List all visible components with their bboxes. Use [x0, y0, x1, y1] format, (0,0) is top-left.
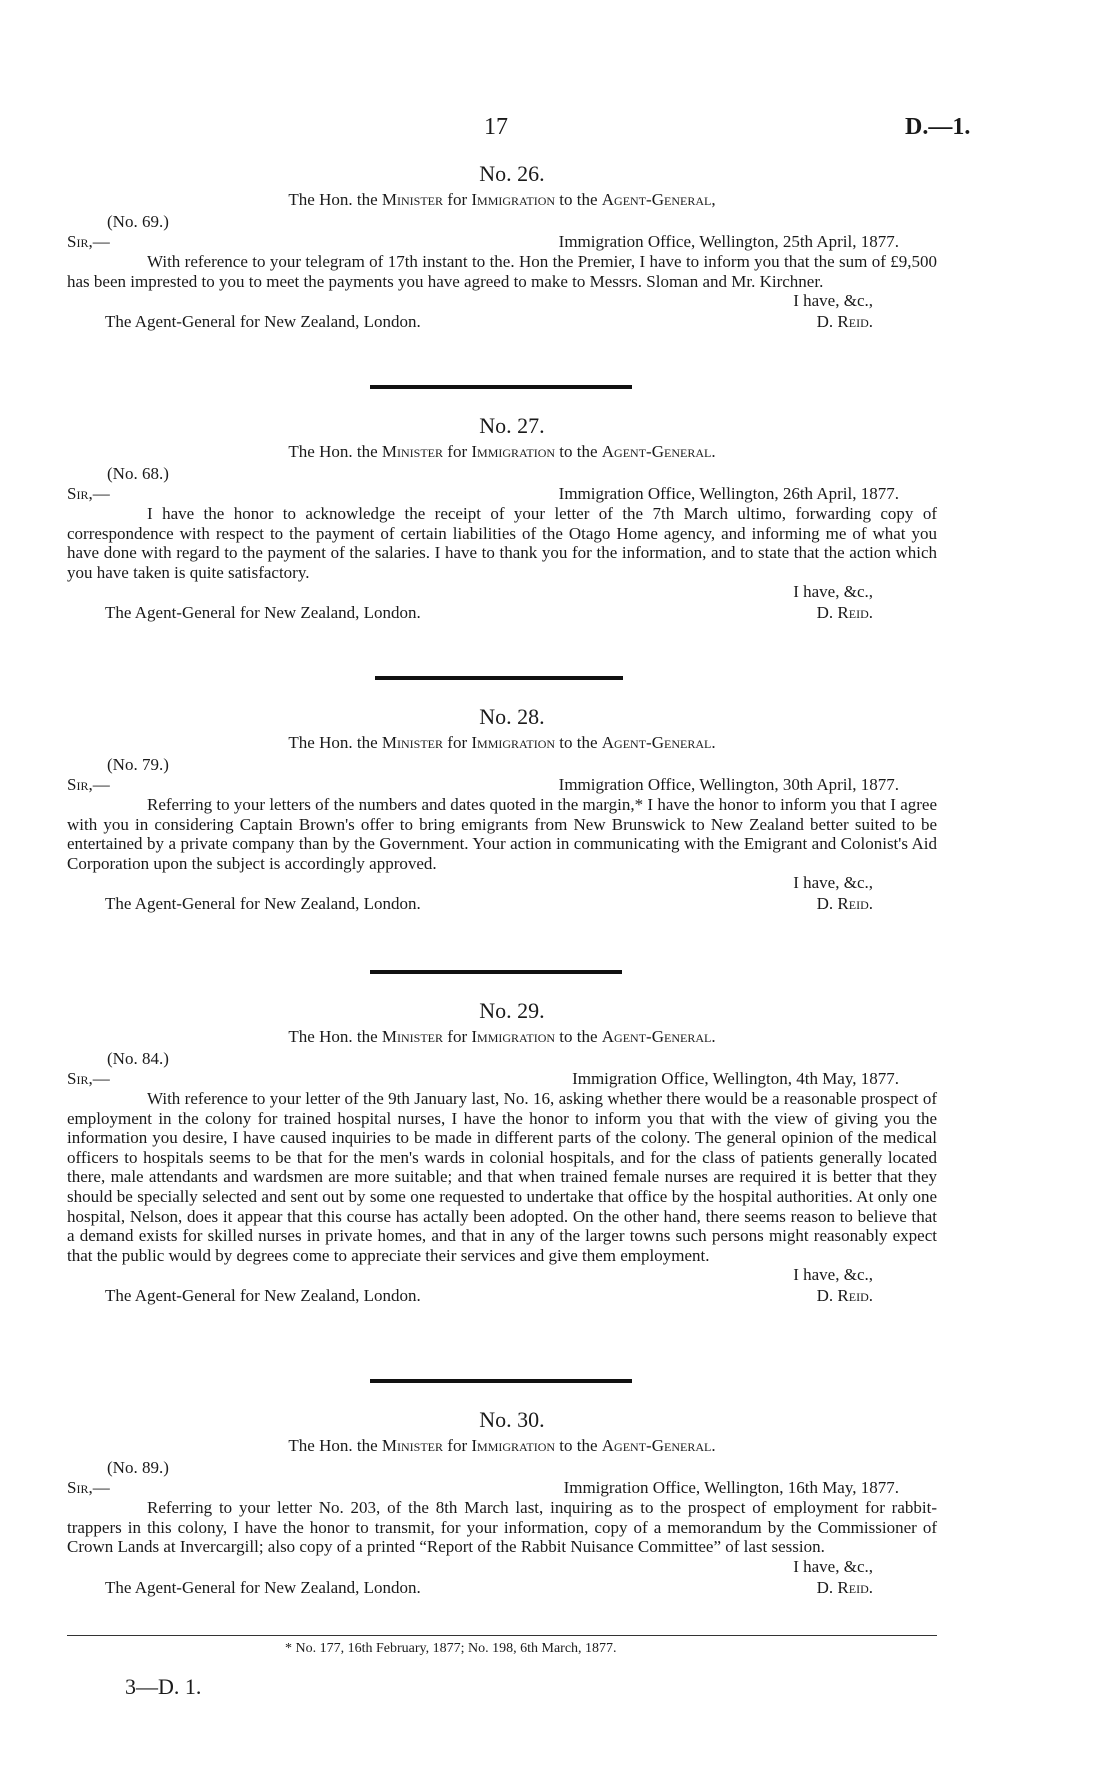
letter-heading: The Hon. the Minister for Immigration to the Agent-General.: [288, 1027, 716, 1046]
letter-heading: The Hon. the Minister for Immigration to the Agent-General,: [288, 190, 716, 209]
addressee: The Agent-General for New Zealand, London.: [105, 894, 421, 914]
page-number: 17: [484, 114, 508, 140]
letter-no-29: [67, 997, 937, 1307]
section-divider: [370, 1379, 632, 1383]
letter-title: No. 27.: [479, 413, 545, 438]
letter-no-26: [67, 160, 937, 333]
document-reference: D.—1.: [905, 114, 971, 140]
letter-no-27: [67, 412, 937, 624]
footnote: * No. 177, 16th February, 1877; No. 198, 6th March, 1877.: [285, 1641, 617, 1656]
section-divider: [370, 385, 632, 389]
closing: I have, &c.,: [793, 1556, 873, 1576]
addressee: The Agent-General for New Zealand, London.: [105, 1286, 421, 1306]
letter-reference-number: (No. 89.): [107, 1458, 169, 1477]
signature: D. Reid.: [816, 603, 873, 623]
letter-body: With reference to your telegram of 17th instant to the. Hon the Premier, I have to inform you that the sum of £9,500 has been imprested to you to meet the payments you have agreed to make to Messrs. Sloman and Mr. Kirchner.: [67, 252, 937, 291]
letter-heading: The Hon. the Minister for Immigration to the Agent-General.: [288, 442, 716, 461]
signature: D. Reid.: [816, 894, 873, 914]
letter-reference-number: (No. 79.): [107, 755, 169, 774]
signature: D. Reid.: [816, 1286, 873, 1306]
letter-title: No. 30.: [479, 1407, 545, 1432]
salutation: Sir,—: [67, 232, 110, 251]
salutation: Sir,—: [67, 1478, 110, 1497]
office-date: Immigration Office, Wellington, 16th May, 1877.: [563, 1478, 899, 1497]
letter-reference-number: (No. 68.): [107, 464, 169, 483]
letter-no-30: [67, 1406, 937, 1599]
letter-title: No. 28.: [479, 704, 545, 729]
letter-reference-number: (No. 84.): [107, 1049, 169, 1068]
addressee: The Agent-General for New Zealand, London.: [105, 1577, 421, 1597]
salutation: Sir,—: [67, 775, 110, 794]
office-date: Immigration Office, Wellington, 26th April, 1877.: [558, 484, 899, 503]
closing: I have, &c.,: [793, 291, 873, 311]
salutation: Sir,—: [67, 484, 110, 503]
letter-no-28: [67, 703, 937, 915]
footnote-rule: [67, 1635, 937, 1636]
signature: D. Reid.: [816, 1577, 873, 1597]
letter-body: I have the honor to acknowledge the receipt of your letter of the 7th March ultimo, forwarding copy of correspondence with respect to the payment of certain liabilities of the Otago Home agency, and informing me of what you have done with regard to the payment of the salaries. I have to thank you for the information, and to state that the action which you have taken is quite satisfactory.: [67, 504, 937, 582]
signature: D. Reid.: [816, 312, 873, 332]
office-date: Immigration Office, Wellington, 30th April, 1877.: [558, 775, 899, 794]
letter-title: No. 26.: [479, 161, 545, 186]
sheet-mark: 3—D. 1.: [125, 1674, 202, 1699]
closing: I have, &c.,: [793, 1265, 873, 1285]
addressee: The Agent-General for New Zealand, London.: [105, 312, 421, 332]
letter-title: No. 29.: [479, 998, 545, 1023]
letter-body: Referring to your letter No. 203, of the 8th March last, inquiring as to the prospect of employment for rabbit-trappers in this colony, I have the honor to transmit, for your information, copy of a memorandum by the Commissioner of Crown Lands at Invercargill; also copy of a printed “Report of the Rabbit Nuisance Committee” of last session.: [67, 1498, 937, 1557]
letter-body: With reference to your letter of the 9th January last, No. 16, asking whether there would be a reasonable prospect of employment in the colony for trained hospital nurses, I have the honor to inform you that with the view of giving you the information you desire, I have caused inquiries to be made in different parts of the colony. The general opinion of the medical officers to hospitals seems to be that for the men's wards in colonial hospitals, and for the class of patients generally located there, male attendants and wardsmen are more suitable; and that when trained female nurses are required it is better that they should be specially selected and sent out by some one requested to undertake that office by the hospital authorities. At only one hospital, Nelson, does it appear that this course has actally been adopted. On the other hand, there seems reason to believe that a demand exists for skilled nurses in private homes, and that in any of the larger towns such persons might reasonably expect that the public would by degrees come to appreciate their services and give them employment.: [67, 1089, 937, 1265]
letter-heading: The Hon. the Minister for Immigration to the Agent-General.: [288, 733, 716, 752]
letter-reference-number: (No. 69.): [107, 212, 169, 231]
office-date: Immigration Office, Wellington, 4th May, 1877.: [572, 1069, 899, 1088]
section-divider: [370, 970, 622, 974]
letter-body: Referring to your letters of the numbers and dates quoted in the margin,* I have the honor to inform you that I agree with you in considering Captain Brown's offer to bring emigrants from New Brunswick to New Zealand better suited to be entertained by a private company than by the Government. Your action in communicating with the Emigrant and Colonist's Aid Corporation upon the subject is accordingly approved.: [67, 795, 937, 873]
closing: I have, &c.,: [793, 582, 873, 602]
office-date: Immigration Office, Wellington, 25th April, 1877.: [558, 232, 899, 251]
letter-heading: The Hon. the Minister for Immigration to the Agent-General.: [288, 1436, 716, 1455]
addressee: The Agent-General for New Zealand, London.: [105, 603, 421, 623]
section-divider: [375, 676, 623, 680]
salutation: Sir,—: [67, 1069, 110, 1088]
closing: I have, &c.,: [793, 873, 873, 893]
